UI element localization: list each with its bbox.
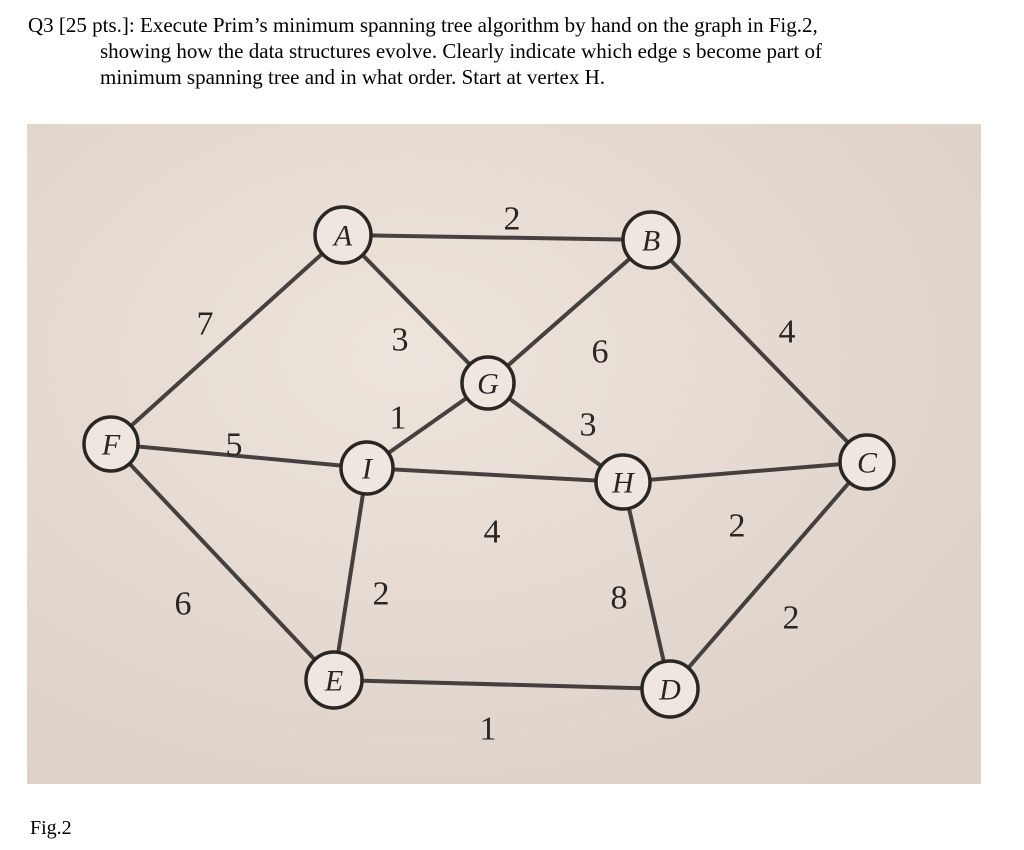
graph-photo <box>27 124 981 784</box>
node-g <box>462 357 514 409</box>
node-label-i: I <box>362 452 372 486</box>
edge-weight-g-h: 3 <box>579 406 597 444</box>
edge-weight-h-d: 8 <box>610 579 628 617</box>
edge-weight-i-h: 4 <box>483 513 501 551</box>
edge-weight-a-g: 3 <box>391 321 409 359</box>
edge-weight-h-c: 2 <box>728 507 746 545</box>
edge-weight-f-i: 5 <box>225 426 243 464</box>
node-label-b: B <box>641 224 661 258</box>
edge-weight-f-e: 6 <box>174 585 192 623</box>
node-label-g: G <box>477 367 499 401</box>
edge-weight-i-e: 2 <box>372 575 390 613</box>
node-i <box>341 442 393 494</box>
edge-weight-a-f: 7 <box>196 305 214 343</box>
edge-weight-c-d: 2 <box>782 599 800 637</box>
node-a <box>315 207 371 263</box>
question-line-3: minimum spanning tree and in what order. Start at vertex H. <box>100 65 606 89</box>
figure-caption: Fig.2 <box>30 817 72 839</box>
node-label-a: A <box>333 219 353 253</box>
node-label-d: D <box>659 673 681 707</box>
node-label-h: H <box>612 466 634 500</box>
node-label-e: E <box>324 664 344 698</box>
node-d <box>642 661 698 717</box>
node-b <box>623 212 679 268</box>
question-line-2: showing how the data structures evolve. Clearly indicate which edge s become part of <box>100 39 822 63</box>
node-h <box>596 455 650 509</box>
edge-weight-b-c: 4 <box>778 313 796 351</box>
edge-weight-g-i: 1 <box>389 399 407 437</box>
edge-weight-b-g: 6 <box>591 333 609 371</box>
edge-weight-a-b: 2 <box>503 200 521 238</box>
node-e <box>306 652 362 708</box>
node-f <box>84 417 138 471</box>
node-label-f: F <box>101 428 121 462</box>
edge-weight-e-d: 1 <box>479 710 497 748</box>
question-line-1: Q3 [25 pts.]: Execute Prim’s minimum spanning tree algorithm by hand on the graph in Fig.2, <box>28 13 818 37</box>
question-text <box>28 12 968 90</box>
node-c <box>840 435 894 489</box>
graph-diagram <box>27 124 981 784</box>
node-label-c: C <box>856 446 878 480</box>
